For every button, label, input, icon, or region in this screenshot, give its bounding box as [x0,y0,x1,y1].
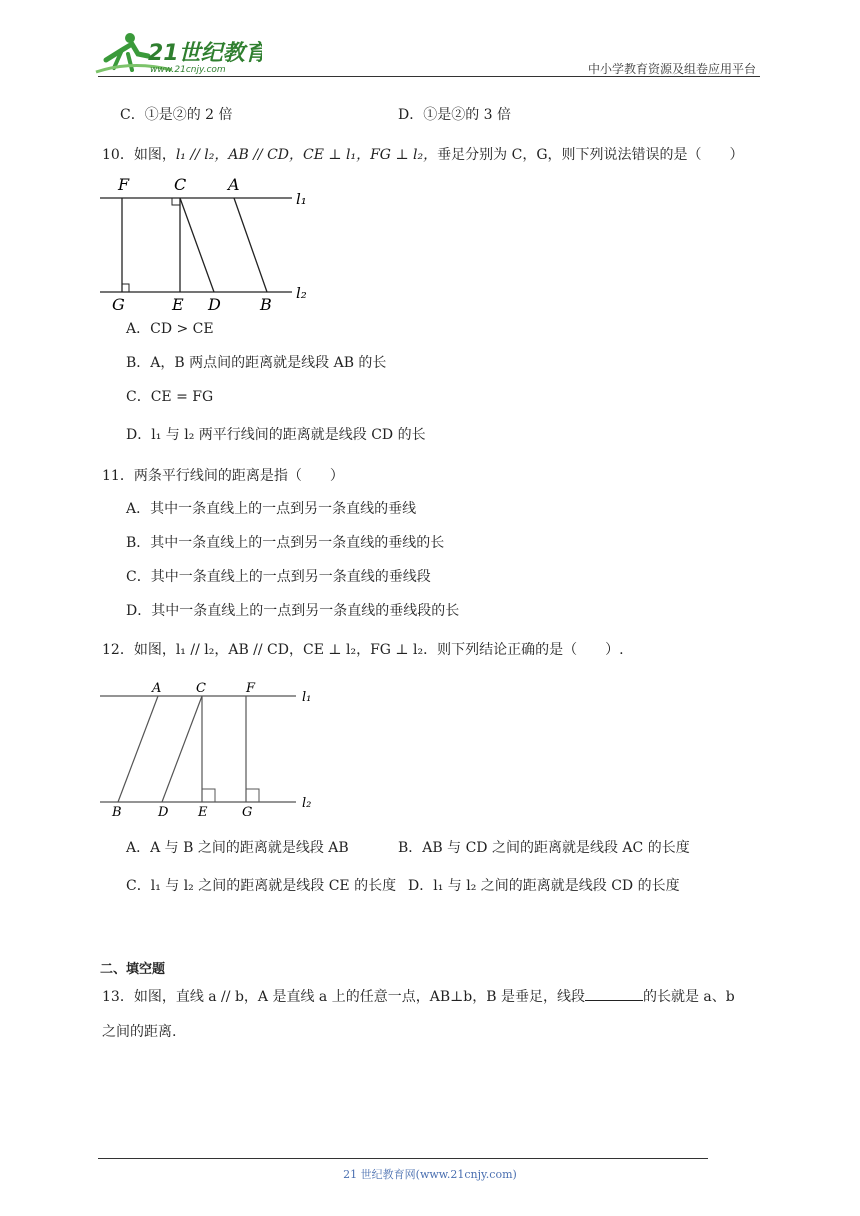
q12-label-e: E [198,805,208,820]
q12-label-d: D [158,805,169,820]
q9-option-c: C．①是②的 2 倍 [120,107,233,123]
q12-option-c: C．l₁ 与 l₂ 之间的距离就是线段 CE 的长度 [126,878,397,894]
q12-option-d: D．l₁ 与 l₂ 之间的距离就是线段 CD 的长度 [408,878,680,894]
q12-label-c: C [196,681,206,696]
logo-text: 21世纪教育 [148,41,262,66]
q13-line2: 之间的距离. [102,1024,177,1040]
q11-option-a: A．其中一条直线上的一点到另一条直线的垂线 [126,501,417,517]
q10-label-b: B [260,295,272,314]
q10-label-g: G [112,295,125,314]
q11-stem: 11．两条平行线间的距离是指（ ） [102,468,344,484]
q10-stem-relations: l₁ // l₂，AB // CD，CE ⊥ l₁，FG ⊥ l₂， [175,147,438,163]
q12-label-g: G [242,805,253,820]
q13-answer-blank[interactable] [585,987,643,1001]
q13-line1 [102,987,735,1006]
q10-option-c: C．CE = FG [126,389,214,405]
q10-option-d: D．l₁ 与 l₂ 两平行线间的距离就是线段 CD 的长 [126,427,426,443]
q10-label-f: F [118,175,130,194]
q10-stem-suffix: 垂足分别为 C，G，则下列说法错误的是（ ） [437,147,744,163]
q12-label-l1: l₁ [302,690,312,705]
q10-label-d: D [208,295,221,314]
q10-label-c: C [174,175,187,194]
section-title-fill-blank: 二、填空题 [100,962,166,977]
footer-rule [98,1158,708,1159]
q11-option-b: B．其中一条直线上的一点到另一条直线的垂线的长 [126,535,445,551]
header-rule [98,76,760,77]
q10-figure [96,172,326,318]
q10-label-l1: l₁ [296,190,307,208]
q12-label-b: B [112,805,122,820]
q10-label-a: A [228,175,240,194]
q10-option-a: A．CD > CE [126,321,214,337]
q12-figure [96,676,328,822]
q10-label-l2: l₂ [296,284,307,302]
q10-stem [102,146,744,164]
q12-label-a: A [152,681,162,696]
q13-line1-text-b: 的长就是 a、b [642,989,735,1005]
q11-option-c: C．其中一条直线上的一点到另一条直线的垂线段 [126,569,431,585]
q10-label-e: E [172,295,184,314]
header-platform-text: 中小学教育资源及组卷应用平台 [587,62,756,76]
q12-option-a: A．A 与 B 之间的距离就是线段 AB [126,840,349,856]
q12-label-l2: l₂ [302,796,312,811]
footer-text[interactable]: 21 世纪教育网(www.21cnjy.com) [343,1168,517,1181]
q12-label-f: F [246,681,256,696]
q11-option-d: D．其中一条直线上的一点到另一条直线的垂线段的长 [126,603,460,619]
q13-line1-text-a: 13．如图，直线 a // b，A 是直线 a 上的任意一点，AB⊥b，B 是垂足，线段 [102,989,585,1005]
logo-url: www.21cnjy.com [150,65,226,75]
q12-stem: 12．如图，l₁ // l₂，AB // CD，CE ⊥ l₂，FG ⊥ l₂．则下列结论正确的是（ ）. [102,642,624,658]
q12-option-b: B．AB 与 CD 之间的距离就是线段 AC 的长度 [398,840,690,856]
q9-option-d: D．①是②的 3 倍 [398,107,512,123]
q10-stem-prefix: 10．如图， [102,147,176,163]
site-logo [92,30,262,76]
q10-option-b: B．A，B 两点间的距离就是线段 AB 的长 [126,355,387,371]
